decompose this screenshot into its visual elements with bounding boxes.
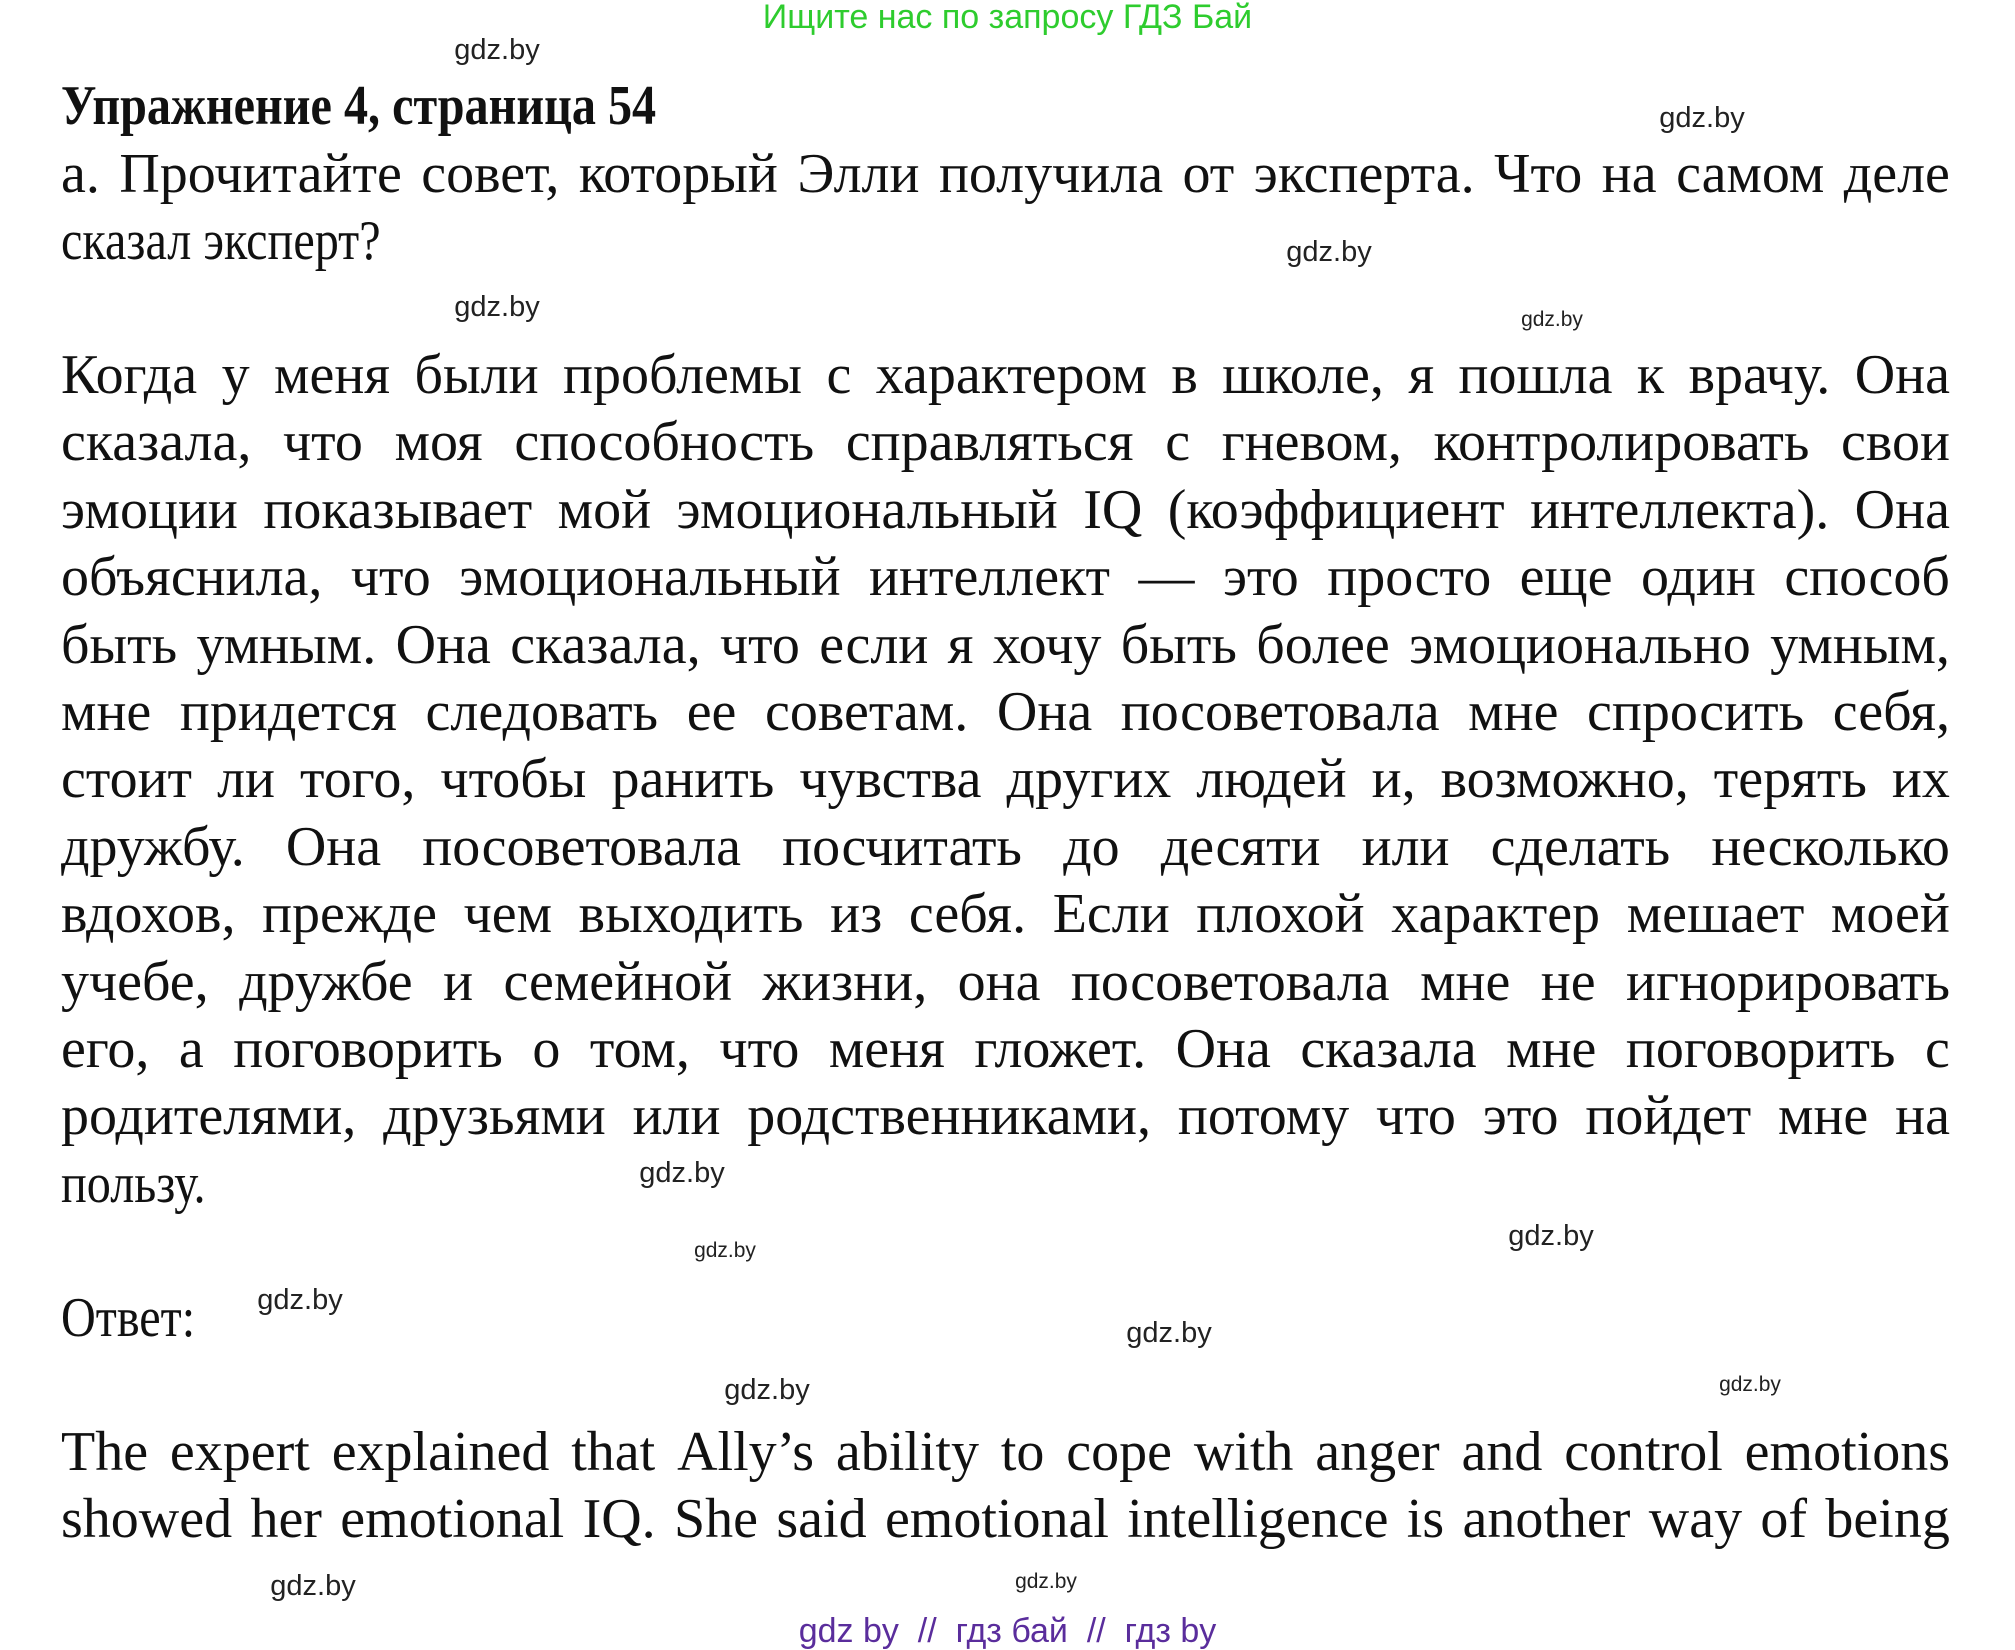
word: несколько bbox=[1711, 815, 1950, 878]
word: expert bbox=[169, 1421, 310, 1483]
word: родственниками, bbox=[747, 1085, 1151, 1148]
word: IQ bbox=[1083, 478, 1143, 541]
word: intelligence bbox=[1127, 1488, 1389, 1550]
word: еще bbox=[1519, 546, 1613, 609]
watermark: gdz.by bbox=[1508, 1220, 1594, 1252]
word: сказала bbox=[1300, 1018, 1477, 1080]
word: самом bbox=[1676, 143, 1825, 205]
word: это bbox=[1482, 1085, 1559, 1148]
paragraph-line bbox=[61, 1016, 1950, 1083]
word: стоит bbox=[61, 748, 193, 811]
paragraph-line bbox=[61, 409, 1950, 476]
word: что bbox=[719, 1018, 800, 1080]
word: показывает bbox=[263, 478, 533, 541]
word: control bbox=[1564, 1421, 1723, 1483]
word: быть bbox=[1120, 613, 1237, 676]
answer-line bbox=[61, 1486, 1950, 1553]
word: или bbox=[1361, 815, 1450, 878]
word: того, bbox=[300, 748, 416, 811]
word: от bbox=[1182, 143, 1235, 205]
word: я bbox=[947, 613, 974, 676]
word: я bbox=[1408, 344, 1435, 406]
word: проблемы bbox=[563, 344, 802, 406]
word: умным. bbox=[196, 613, 377, 676]
word: to bbox=[1000, 1421, 1045, 1483]
word: терять bbox=[1713, 748, 1867, 811]
word: моей bbox=[1830, 883, 1950, 946]
word: справляться bbox=[845, 411, 1134, 474]
word: десяти bbox=[1160, 815, 1321, 878]
word: дружбу. bbox=[61, 815, 245, 878]
word: with bbox=[1193, 1421, 1294, 1483]
paragraph-line bbox=[61, 544, 1950, 611]
word: Если bbox=[1052, 883, 1170, 946]
word: игнорировать bbox=[1626, 950, 1950, 1013]
word: emotional bbox=[884, 1488, 1109, 1550]
word: а. bbox=[61, 143, 100, 205]
word: IQ. bbox=[582, 1488, 656, 1550]
word: деле bbox=[1843, 143, 1950, 205]
search-banner: Ищите нас по запросу ГДЗ Бай bbox=[762, 0, 1253, 36]
word: поговорить bbox=[1625, 1018, 1896, 1080]
paragraph-line bbox=[61, 1083, 1950, 1150]
word: эмоции bbox=[61, 478, 238, 541]
word: cope bbox=[1066, 1421, 1172, 1483]
word: возможно, bbox=[1440, 748, 1689, 811]
word: посоветовала bbox=[1070, 950, 1390, 1013]
word: emotional bbox=[340, 1488, 565, 1550]
word: She bbox=[674, 1488, 759, 1550]
word: — bbox=[1138, 546, 1195, 609]
word: мешает bbox=[1626, 883, 1805, 946]
word: до bbox=[1063, 815, 1120, 878]
word: интеллекта). bbox=[1530, 478, 1830, 541]
word: объяснила, bbox=[61, 546, 323, 609]
word: чтобы bbox=[440, 748, 587, 811]
word: way bbox=[1648, 1488, 1743, 1550]
answer-label: Ответ: bbox=[61, 1287, 196, 1349]
word: дружбе bbox=[239, 950, 413, 1013]
word: друзьями bbox=[383, 1085, 606, 1148]
word: способ bbox=[1784, 546, 1950, 609]
word: спросить bbox=[1587, 681, 1805, 743]
word: получила bbox=[938, 143, 1164, 205]
word: anger bbox=[1315, 1421, 1440, 1483]
watermark: gdz.by bbox=[1286, 236, 1372, 268]
word: у bbox=[221, 344, 250, 406]
word: пошла bbox=[1458, 344, 1613, 406]
word: ability bbox=[835, 1421, 979, 1483]
word: эмоциональный bbox=[676, 478, 1058, 541]
word: были bbox=[414, 344, 539, 406]
word: она bbox=[957, 950, 1041, 1013]
word: сделать bbox=[1490, 815, 1671, 878]
word: учебе, bbox=[61, 950, 209, 1013]
word: меня bbox=[274, 344, 391, 406]
word: совет, bbox=[421, 143, 560, 205]
word: Она bbox=[996, 681, 1093, 743]
watermark: gdz.by bbox=[454, 291, 540, 323]
word: это bbox=[1222, 546, 1299, 609]
footer-banner: gdz by // гдз бай // гдз by bbox=[798, 1612, 1217, 1650]
watermark: gdz.by bbox=[270, 1570, 356, 1602]
word: is bbox=[1406, 1488, 1445, 1550]
word: людей bbox=[1196, 748, 1347, 811]
word: или bbox=[632, 1085, 721, 1148]
word: семейной bbox=[503, 950, 733, 1013]
word: себя, bbox=[1832, 681, 1950, 743]
word: посоветовала bbox=[422, 815, 742, 878]
word: Она bbox=[1175, 1018, 1271, 1080]
word: о bbox=[532, 1018, 561, 1080]
word: ее bbox=[686, 681, 737, 743]
word: прежде bbox=[262, 883, 437, 946]
word: вдохов, bbox=[61, 883, 236, 946]
watermark: gdz.by bbox=[454, 34, 540, 66]
word: Она bbox=[1854, 344, 1950, 406]
watermark: gdz.by bbox=[1659, 102, 1745, 134]
word: ли bbox=[217, 748, 275, 811]
word: свои bbox=[1841, 411, 1950, 474]
word: моя bbox=[394, 411, 483, 474]
word: Она bbox=[285, 815, 382, 878]
paragraph-line bbox=[61, 881, 1950, 948]
word: мне bbox=[1420, 950, 1511, 1013]
word: of bbox=[1760, 1488, 1808, 1550]
word: Когда bbox=[61, 344, 198, 406]
word: Прочитайте bbox=[119, 143, 402, 205]
word: that bbox=[571, 1421, 656, 1483]
word: родителями, bbox=[61, 1085, 357, 1148]
word: других bbox=[1006, 748, 1172, 811]
word: гложет. bbox=[974, 1018, 1147, 1080]
word: просто bbox=[1327, 546, 1492, 609]
word: explained bbox=[331, 1421, 550, 1483]
word: умным, bbox=[1770, 613, 1950, 676]
word: посоветовала bbox=[1120, 681, 1440, 743]
word: интеллект bbox=[869, 546, 1110, 609]
task-line bbox=[61, 141, 1950, 208]
word: поговорить bbox=[233, 1018, 503, 1080]
word: Элли bbox=[797, 143, 920, 205]
answer-line bbox=[61, 1419, 1950, 1486]
word: один bbox=[1641, 546, 1756, 609]
word: выходить bbox=[578, 883, 804, 946]
word: том, bbox=[589, 1018, 690, 1080]
word: и, bbox=[1371, 748, 1416, 811]
word: (коэффициент bbox=[1167, 478, 1505, 541]
word: к bbox=[1636, 344, 1665, 406]
word: если bbox=[819, 613, 929, 676]
word: мне bbox=[1506, 1018, 1597, 1080]
paragraph-line bbox=[61, 342, 1950, 409]
word: showed bbox=[61, 1488, 233, 1550]
word: emotions bbox=[1744, 1421, 1950, 1483]
word: said bbox=[776, 1488, 867, 1550]
word: хочу bbox=[992, 613, 1102, 676]
paragraph-line bbox=[61, 612, 1950, 679]
watermark: gdz.by bbox=[257, 1284, 343, 1316]
word: and bbox=[1461, 1421, 1543, 1483]
word: чем bbox=[463, 883, 553, 946]
word: эксперта. bbox=[1253, 143, 1475, 205]
word: что bbox=[1376, 1085, 1456, 1148]
word: придется bbox=[179, 681, 397, 743]
word: The bbox=[61, 1421, 149, 1483]
word: с bbox=[1165, 411, 1191, 474]
paragraph-line: пользу. bbox=[61, 1152, 206, 1215]
paragraph-line bbox=[61, 679, 1950, 746]
word: мне bbox=[61, 681, 152, 743]
watermark: gdz.by bbox=[724, 1374, 810, 1406]
watermark: gdz.by bbox=[1719, 1373, 1781, 1396]
paragraph-line bbox=[61, 949, 1950, 1016]
word: Она bbox=[395, 613, 491, 676]
word: что bbox=[719, 613, 800, 676]
word: их bbox=[1891, 748, 1950, 811]
word: следовать bbox=[425, 681, 659, 743]
word: эмоционально bbox=[1409, 613, 1751, 676]
word: что bbox=[350, 546, 431, 609]
word: чувства bbox=[799, 748, 982, 811]
task-line: сказал эксперт? bbox=[61, 210, 381, 272]
word: себя. bbox=[908, 883, 1027, 946]
watermark: gdz.by bbox=[1015, 1570, 1077, 1593]
word: пойдет bbox=[1585, 1085, 1752, 1148]
word: в bbox=[1171, 344, 1198, 406]
word: жизни, bbox=[762, 950, 928, 1013]
word: на bbox=[1895, 1085, 1950, 1148]
word: контролировать bbox=[1433, 411, 1810, 474]
word: с bbox=[826, 344, 852, 406]
word: плохой bbox=[1196, 883, 1365, 946]
watermark: gdz.by bbox=[639, 1157, 725, 1189]
word: из bbox=[830, 883, 883, 946]
word: her bbox=[250, 1488, 322, 1550]
paragraph-line bbox=[61, 746, 1950, 813]
word: Она bbox=[1854, 478, 1950, 541]
word: ранить bbox=[611, 748, 775, 811]
word: гневом, bbox=[1221, 411, 1402, 474]
watermark: gdz.by bbox=[1521, 308, 1583, 331]
word: с bbox=[1924, 1018, 1950, 1080]
word: сказала, bbox=[61, 411, 252, 474]
word: мой bbox=[557, 478, 652, 541]
paragraph-line bbox=[61, 814, 1950, 881]
word: не bbox=[1540, 950, 1596, 1013]
word: врачу. bbox=[1688, 344, 1831, 406]
word: более bbox=[1256, 613, 1390, 676]
watermark: gdz.by bbox=[694, 1239, 756, 1262]
word: посчитать bbox=[782, 815, 1022, 878]
word: что bbox=[283, 411, 363, 474]
word: на bbox=[1601, 143, 1657, 205]
word: Что bbox=[1494, 143, 1583, 205]
word: характер bbox=[1391, 883, 1601, 946]
word: мне bbox=[1778, 1085, 1869, 1148]
word: а bbox=[178, 1018, 204, 1080]
paragraph-line bbox=[61, 477, 1950, 544]
word: его, bbox=[61, 1018, 150, 1080]
word: мне bbox=[1468, 681, 1559, 743]
page-title: Упражнение 4, страница 54 bbox=[61, 75, 657, 137]
word: способность bbox=[514, 411, 815, 474]
word: потому bbox=[1177, 1085, 1350, 1148]
word: и bbox=[443, 950, 474, 1013]
watermark: gdz.by bbox=[1126, 1317, 1212, 1349]
word: школе, bbox=[1222, 344, 1384, 406]
word: быть bbox=[61, 613, 178, 676]
word: меня bbox=[828, 1018, 945, 1080]
word: сказала, bbox=[510, 613, 701, 676]
word: эмоциональный bbox=[459, 546, 841, 609]
word: характером bbox=[875, 344, 1147, 406]
word: который bbox=[578, 143, 778, 205]
word: Ally’s bbox=[677, 1421, 815, 1483]
word: being bbox=[1825, 1488, 1950, 1550]
word: советам. bbox=[765, 681, 969, 743]
word: another bbox=[1462, 1488, 1631, 1550]
